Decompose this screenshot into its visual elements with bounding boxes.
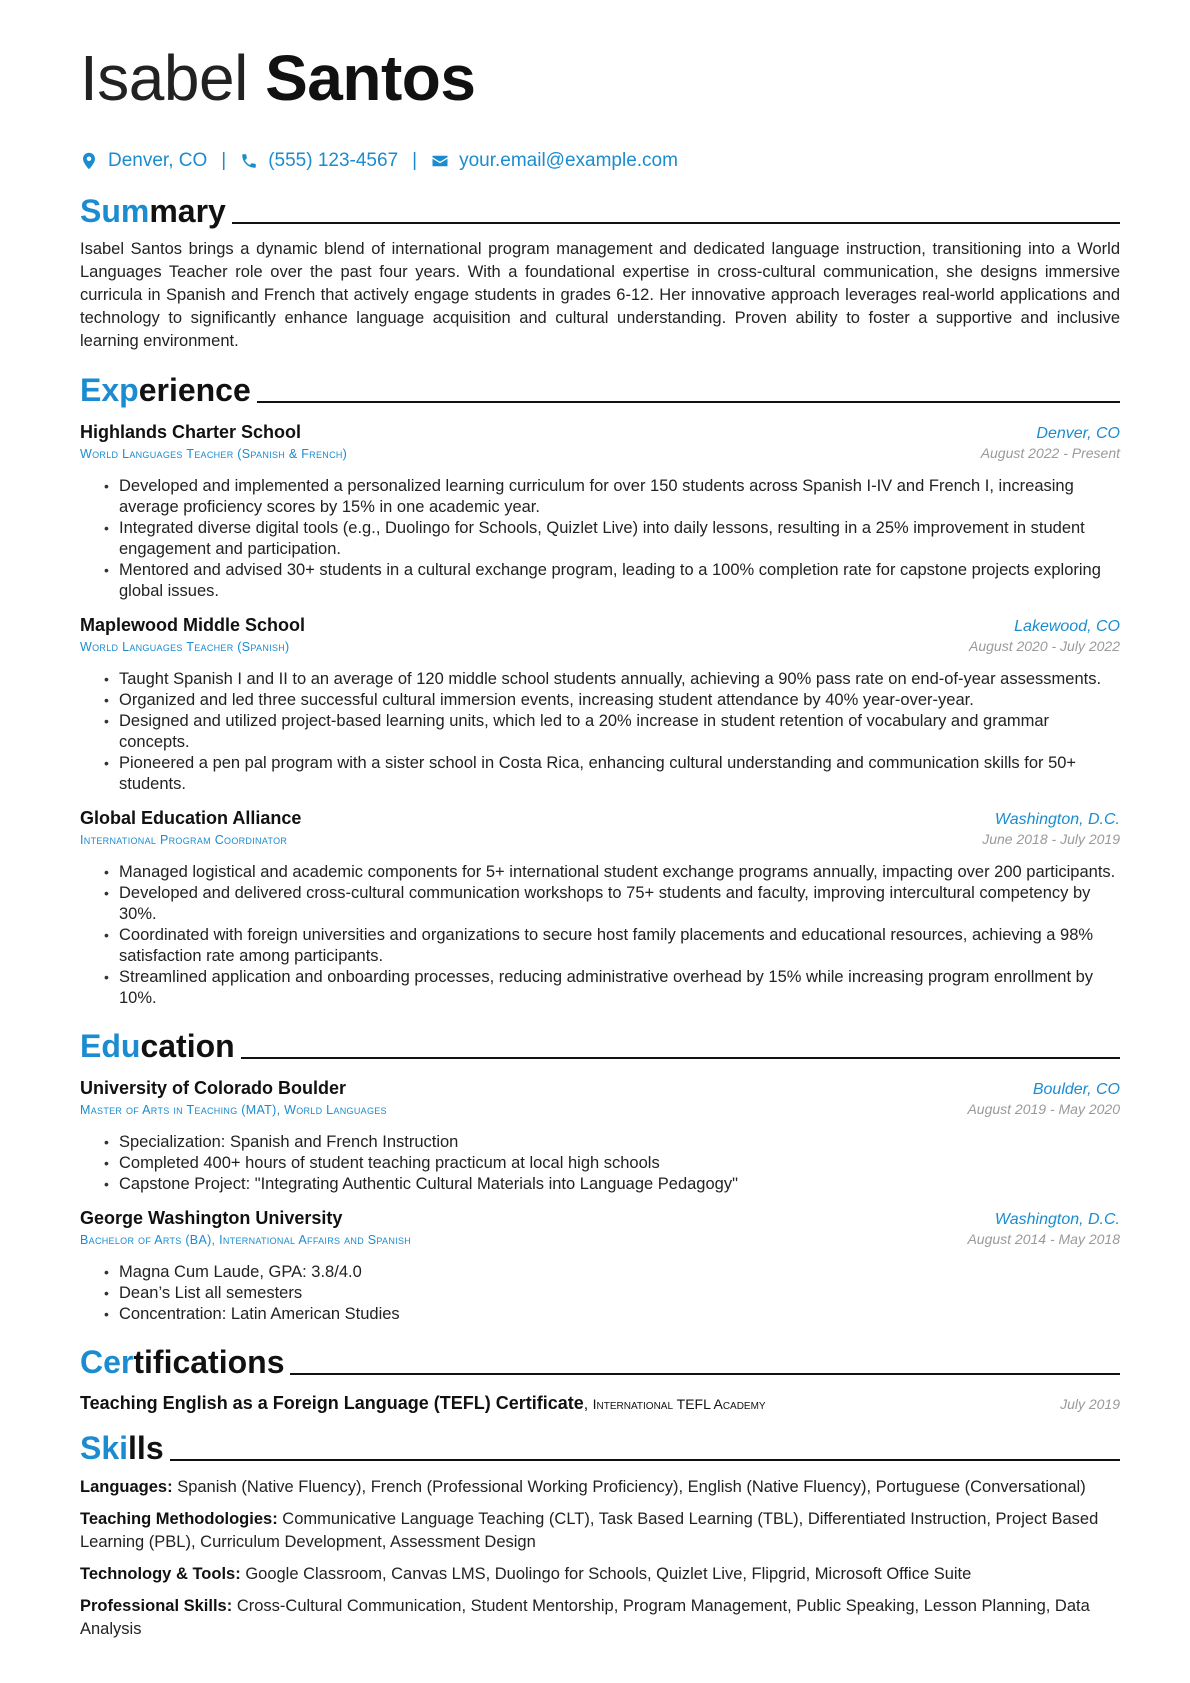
list-item: • Streamlined application and onboarding processes, reducing administrative overhead by 15% while increasing program enrollment by 10%. — [119, 967, 1120, 1009]
entry-dates: June 2018 - July 2019 — [982, 831, 1120, 847]
list-item: • Designed and utilized project-based learning units, which led to a 20% increase in student retention of vocabulary and grammar concepts. — [119, 711, 1120, 753]
entry-dates: August 2020 - July 2022 — [969, 638, 1120, 654]
contact-phone[interactable]: (555) 123-4567 — [268, 150, 399, 171]
entry-role: International Program Coordinator — [80, 833, 288, 847]
title-accent: Ski — [80, 1430, 129, 1466]
skill-value: Communicative Language Teaching (CLT), Task Based Learning (TBL), Differentiated Instruction, Project Based Learning (PBL), Curriculum Development, Assessment Design — [80, 1510, 1099, 1551]
title-accent: Edu — [80, 1028, 141, 1064]
list-item: • Completed 400+ hours of student teaching practicum at local high schools — [119, 1153, 1120, 1174]
entry-location: Denver, CO — [1036, 425, 1120, 442]
entry-role: World Languages Teacher (Spanish) — [80, 640, 290, 654]
section-title — [80, 1027, 235, 1065]
entry-location: Washington, D.C. — [994, 811, 1120, 828]
entry-location: Washington, D.C. — [994, 1211, 1120, 1228]
experience-entry — [80, 808, 1120, 1009]
list-item: • Developed and delivered cross-cultural communication workshops to 75+ students and faculty, improving intercultural competency by 30%. — [119, 883, 1120, 925]
section-title — [80, 192, 226, 230]
list-item: • Organized and led three successful cultural immersion events, increasing student attendance by 40% year-over-year. — [119, 690, 1120, 711]
experience-entry — [80, 615, 1120, 795]
entry-org: Maplewood Middle School — [80, 615, 305, 635]
last-name: Santos — [265, 42, 476, 114]
list-item: • Pioneered a pen pal program with a sister school in Costa Rica, enhancing cultural understanding and communication skills for 50+ students. — [119, 753, 1120, 795]
list-item: • Concentration: Latin American Studies — [119, 1304, 1120, 1325]
list-item: • Magna Cum Laude, GPA: 3.8/4.0 — [119, 1262, 1120, 1283]
title-accent: Sum — [80, 193, 150, 229]
entry-bullets — [80, 1132, 1120, 1195]
list-item: • Integrated diverse digital tools (e.g., Duolingo for Schools, Quizlet Live) into daily lessons, resulting in a 25% improvement in student engagement and participation. — [119, 518, 1120, 560]
title-rest: cation — [140, 1028, 235, 1064]
entry-bullets — [80, 862, 1120, 1009]
list-item: • Coordinated with foreign universities and organizations to secure host family placements and educational resources, achieving a 98% satisfaction rate among participants. — [119, 925, 1120, 967]
skill-row — [80, 1476, 1120, 1499]
skill-row — [80, 1563, 1120, 1586]
section-rule — [257, 401, 1120, 403]
cert-issuer: International TEFL Academy — [592, 1396, 766, 1412]
list-item: • Mentored and advised 30+ students in a cultural exchange program, leading to a 100% completion rate for capstone projects exploring global issues. — [119, 560, 1120, 602]
summary-text: Isabel Santos brings a dynamic blend of international program management and dedicated language instruction, transitioning into a World Languages Teacher role over the past four years. With a foundational expertise in cross-cultural communication, she designs immersive curricula in Spanish and French that actively engage students in grades 6-12. Her innovative approach leverages real-world applications and technology to significantly enhance language acquisition and cultural understanding. Proven ability to foster a supportive and inclusive learning environment. — [80, 240, 1120, 350]
section-rule — [232, 222, 1120, 224]
contact-separator: | — [412, 150, 418, 171]
entry-dates: August 2019 - May 2020 — [967, 1101, 1120, 1117]
candidate-name — [80, 38, 1120, 118]
entry-location: Lakewood, CO — [1014, 618, 1120, 635]
title-accent: Cer — [80, 1344, 134, 1380]
cert-date: July 2019 — [1060, 1396, 1120, 1412]
section-skills-heading — [80, 1429, 1120, 1467]
list-item: • Managed logistical and academic components for 5+ international student exchange programs annually, impacting over 200 participants. — [119, 862, 1120, 883]
contact-separator: | — [221, 150, 227, 171]
list-item: • Specialization: Spanish and French Instruction — [119, 1132, 1120, 1153]
entry-dates: August 2022 - Present — [980, 445, 1120, 461]
title-accent: Exp — [80, 372, 139, 408]
skill-label: Technology & Tools: — [80, 1565, 241, 1583]
skill-value: Cross-Cultural Communication, Student Mentorship, Program Management, Public Speaking, Lesson Planning, Data Analysis — [80, 1597, 1090, 1638]
list-item: • Capstone Project: "Integrating Authentic Cultural Materials into Language Pedagogy" — [119, 1174, 1120, 1195]
title-rest: lls — [128, 1430, 164, 1466]
section-title — [80, 1429, 164, 1467]
list-item: • Developed and implemented a personalized learning curriculum for over 150 students across Spanish I-IV and French I, increasing average proficiency scores by 15% in one academic year. — [119, 476, 1120, 518]
map-pin-icon — [80, 151, 98, 171]
contact-email[interactable]: your.email@example.com — [459, 150, 678, 171]
section-title — [80, 1343, 284, 1381]
certification-entry: Teaching English as a Foreign Language (TEFL) Certificate, International TEFL Academy July 2019 — [80, 1393, 1120, 1413]
first-name: Isabel — [80, 42, 248, 114]
entry-role: Bachelor of Arts (BA), International Affairs and Spanish — [80, 1233, 412, 1247]
envelope-icon — [431, 151, 449, 171]
section-rule — [241, 1057, 1120, 1059]
entry-bullets — [80, 476, 1120, 602]
entry-role: World Languages Teacher (Spanish & French) — [80, 447, 348, 461]
skill-row — [80, 1508, 1120, 1554]
section-summary-heading — [80, 192, 1120, 230]
skill-value: Google Classroom, Canvas LMS, Duolingo for Schools, Quizlet Live, Flipgrid, Microsoft Office Suite — [245, 1565, 972, 1583]
skill-row — [80, 1595, 1120, 1641]
entry-role: Master of Arts in Teaching (MAT), World Languages — [80, 1103, 387, 1117]
title-rest: erience — [138, 372, 251, 408]
list-item: • Dean’s List all semesters — [119, 1283, 1120, 1304]
entry-dates: August 2014 - May 2018 — [967, 1231, 1120, 1247]
title-rest: tifications — [133, 1344, 285, 1380]
entry-bullets — [80, 669, 1120, 795]
list-item: • Taught Spanish I and II to an average of 120 middle school students annually, achieving a 90% pass rate on end-of-year assessments. — [119, 669, 1120, 690]
education-entry — [80, 1208, 1120, 1325]
entry-org: Highlands Charter School — [80, 422, 302, 442]
skill-label: Teaching Methodologies: — [80, 1510, 278, 1528]
section-education-heading — [80, 1027, 1120, 1065]
section-experience-heading — [80, 371, 1120, 409]
education-entry — [80, 1078, 1120, 1195]
section-certifications-heading — [80, 1343, 1120, 1381]
contact-location: Denver, CO — [108, 150, 208, 171]
title-rest: mary — [149, 193, 226, 229]
section-title — [80, 371, 251, 409]
phone-icon — [240, 151, 258, 171]
entry-org: George Washington University — [80, 1208, 343, 1228]
entry-bullets — [80, 1262, 1120, 1325]
contact-bar — [80, 146, 1120, 176]
section-rule — [170, 1459, 1120, 1461]
resume-page — [80, 38, 1120, 1641]
skill-value: Spanish (Native Fluency), French (Professional Working Proficiency), English (Native Fluency), Portuguese (Conversational) — [177, 1478, 1086, 1496]
entry-org: Global Education Alliance — [80, 808, 302, 828]
skill-label: Professional Skills: — [80, 1597, 233, 1615]
experience-entry — [80, 422, 1120, 602]
entry-org: University of Colorado Boulder — [80, 1078, 347, 1098]
section-rule — [290, 1373, 1120, 1375]
cert-name: Teaching English as a Foreign Language (TEFL) Certificate — [80, 1393, 584, 1413]
skill-label: Languages: — [80, 1478, 173, 1496]
entry-location: Boulder, CO — [1032, 1081, 1120, 1098]
